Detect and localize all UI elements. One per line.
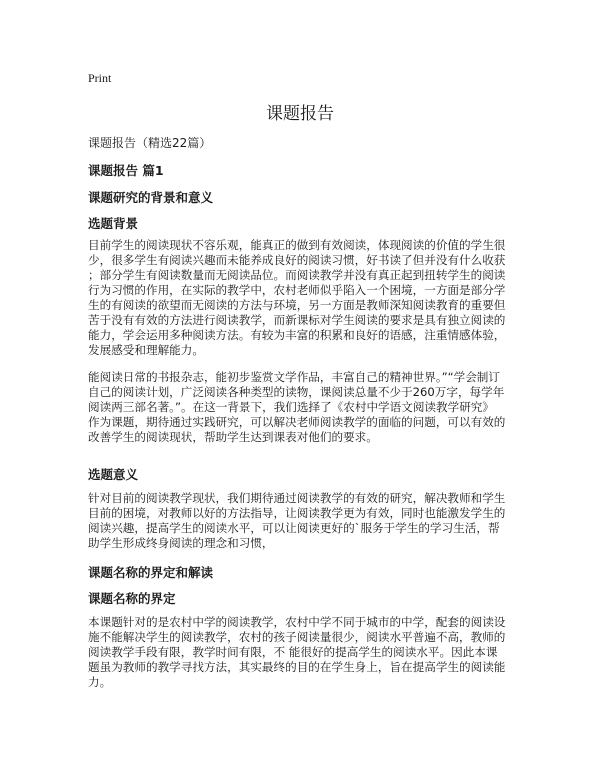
text-line: 改善学生的阅读现状，帮助学生达到课表对他们的要求。 — [88, 430, 378, 444]
text-line: 能阅读日常的书报杂志，能初步鉴赏文学作品，丰富自己的精神世界。”“学会制订 — [88, 370, 500, 384]
text-line: 生的有阅读的欲望而无阅读的方法与环境，另一方面是教师深知阅读教育的重要但 — [88, 298, 506, 312]
text-line: 施不能解决学生的阅读教学，农村的孩子阅读量很少，阅读水平普遍不高，教师的 — [88, 630, 506, 644]
text-line: 苦于没有有效的方法进行阅读教学，而新课标对学生阅读的要求是具有独立阅读的 — [88, 313, 506, 327]
text-line: 阅读教学手段有限，教学时间有限，不 能很好的提高学生的阅读水平。因此本课 — [88, 645, 498, 659]
text-line: 目前的困境，对教师以好的方法指导，让阅读教学更为有效，同时也能激发学生的 — [88, 506, 506, 520]
text-line: ；部分学生有阅读数量而无阅读品位。而阅读教学并没有真正起到扭转学生的阅读 — [88, 268, 506, 282]
text-line: 本课题针对的是农村中学的阅读教学，农村中学不同于城市的中学，配套的阅读设 — [88, 615, 506, 629]
heading-background-and-significance: 课题研究的背景和意义 — [88, 190, 214, 205]
text-line: 阅读两三部名著。”。在这一背景下，我们选择了《农村中学语文阅读教学研究》 — [88, 400, 494, 414]
heading-name-definition-and-interpretation: 课题名称的界定和解读 — [88, 565, 214, 580]
print-label: Print — [88, 71, 112, 85]
text-line: 助学生形成终身阅读的理念和习惯， — [88, 536, 274, 550]
text-line: 发展感受和理解能力。 — [88, 343, 204, 357]
paragraph-1 — [88, 238, 505, 358]
text-line: 目前学生的阅读现状不容乐观，能真正的做到有效阅读，体现阅读的价值的学生很 — [88, 238, 506, 252]
text-line: 行为习惯的作用，在实际的教学中，农村老师似乎陷入一个困境，一方面是部分学 — [88, 283, 506, 297]
page-title: 课题报告 — [266, 104, 334, 124]
text-line: 作为课题，期待通过实践研究，可以解决老师阅读教学的面临的问题，可以有效的 — [88, 415, 506, 429]
heading-topic-background: 选题背景 — [88, 216, 139, 231]
text-line: 自己的阅读计划，广泛阅读各种类型的读物，课阅读总量不少于260万字，每学年 — [88, 385, 505, 399]
paragraph-2 — [88, 370, 505, 445]
text-line: 题虽为教师的教学寻找方法，其实最终的目的在学生身上，旨在提高学生的阅读能 — [88, 660, 506, 674]
heading-topic-significance: 选题意义 — [88, 467, 139, 482]
text-line: 力。 — [88, 675, 112, 689]
text-line: 少，很多学生有阅读兴趣而未能养成良好的阅读习惯，好书读了但并没有什么收获 — [88, 253, 506, 267]
paragraph-3 — [88, 491, 505, 551]
heading-part-1: 课题报告 篇1 — [88, 163, 164, 178]
text-line: 能力，学会运用多种阅读方法。有较为丰富的积累和良好的语感，注重情感体验， — [88, 328, 506, 342]
paragraph-4 — [88, 615, 505, 690]
text-line: 阅读兴趣，提高学生的阅读水平，可以让阅读更好的`服务于学生的学习生活，帮 — [88, 521, 500, 535]
document-subtitle: 课题报告（精选22篇） — [88, 136, 212, 150]
heading-name-definition: 课题名称的界定 — [88, 591, 176, 606]
text-line: 针对目前的阅读教学现状，我们期待通过阅读教学的有效的研究，解决教师和学生 — [88, 491, 506, 505]
